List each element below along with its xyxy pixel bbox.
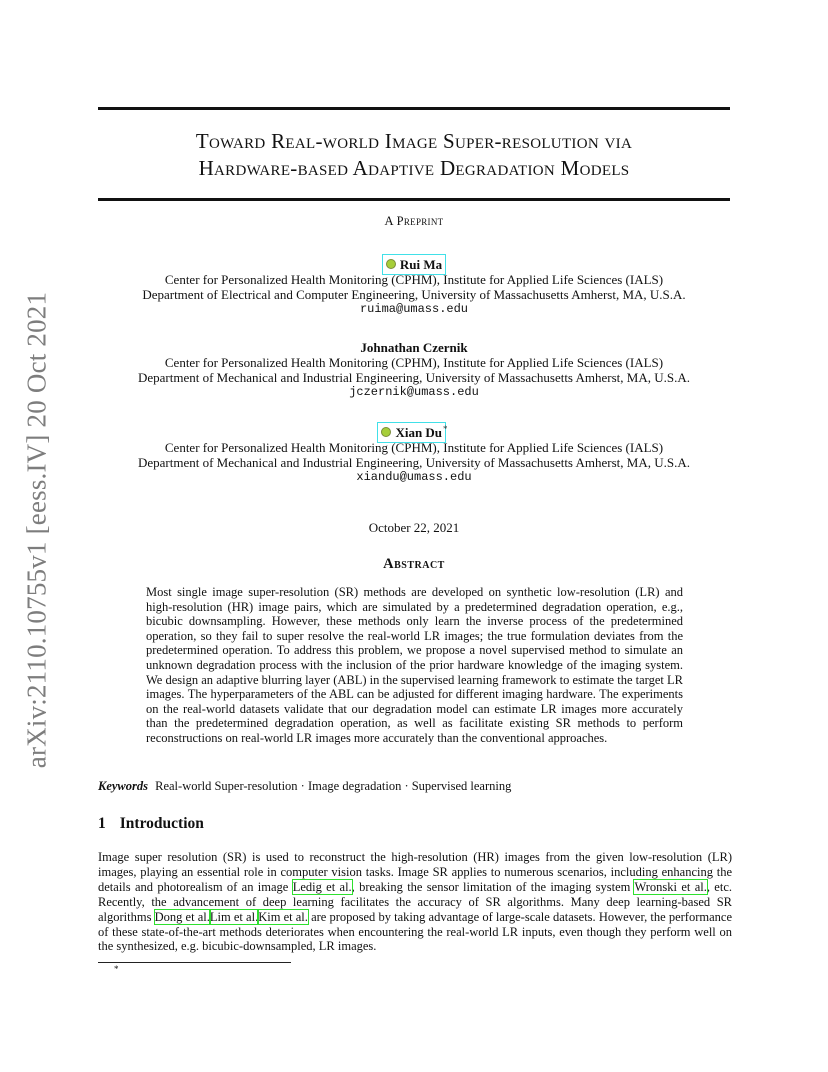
- citation-link-kim[interactable]: Kim et al.: [258, 909, 308, 924]
- author-block-2: [98, 340, 730, 400]
- abstract-heading: Abstract: [383, 556, 445, 572]
- author-block-1: [98, 257, 730, 317]
- intro-paragraph: [98, 850, 732, 954]
- citation-link-ledig[interactable]: Ledig et al.: [292, 879, 352, 894]
- footnote-rule: [98, 962, 291, 963]
- section-number: 1: [98, 815, 106, 832]
- author-link-1[interactable]: [385, 257, 443, 272]
- intro-text: Image super resolution (SR) is used to reconstruct the high-resolution (HR) images from the given low-resolution (LR) images, playing an essential role in computer vision tasks. Image SR applies to numerous scenarios, including enhancing the details and photorealism of an image: [98, 850, 732, 894]
- author-affiliation: Center for Personalized Health Monitoring (CPHM), Institute for Applied Life Sciences (IALS): [164, 440, 664, 455]
- corresponding-author-mark[interactable]: *: [443, 424, 448, 434]
- title-line-2: Hardware-based Adaptive Degradation Models: [198, 156, 630, 180]
- author-affiliation: Center for Personalized Health Monitoring (CPHM), Institute for Applied Life Sciences (IALS): [164, 355, 664, 370]
- orcid-icon[interactable]: [381, 427, 391, 437]
- footnote-mark: *: [114, 964, 119, 974]
- citation-link-dong[interactable]: Dong et al.: [154, 909, 210, 924]
- keywords-line: [98, 779, 730, 794]
- keywords-label: Keywords: [98, 779, 148, 793]
- author-department: Department of Mechanical and Industrial Engineering, University of Massachusetts Amherst, MA, U.S.A.: [137, 455, 691, 470]
- author-department: Department of Electrical and Computer Engineering, University of Massachusetts Amherst, MA, U.S.A.: [142, 287, 686, 302]
- author-email[interactable]: jczernik@umass.edu: [349, 385, 479, 399]
- arxiv-id: arXiv:2110.10755v1 [eess.IV] 20 Oct 2021: [21, 291, 52, 769]
- title-line-1: Toward Real-world Image Super-resolution via: [195, 129, 633, 153]
- author-email[interactable]: ruima@umass.edu: [359, 302, 469, 316]
- title-rule-top: [98, 107, 730, 110]
- author-department: Department of Mechanical and Industrial Engineering, University of Massachusetts Amherst, MA, U.S.A.: [137, 370, 691, 385]
- abstract-text: Most single image super-resolution (SR) methods are developed on synthetic low-resolution (LR) and high-resolution (HR) image pairs, which are simulated by a predetermined degradation operation, e.g., bicubic downsampling. However, these methods only learn the inverse process of the predetermined operation, so they fail to super resolve the real-world LR images; the true formulation deviates from the predetermined operation. To address this problem, we propose a novel supervised method to simulate an unknown degradation process with the inclusion of the prior hardware knowledge of the imaging system. We design an adaptive blurring layer (ABL) in the supervised learning framework to estimate the target LR images. The hyperparameters of the ABL can be adjusted for different imaging hardware. The experiments on the real-world datasets validate that our degradation model can estimate LR images more accurately than the predetermined degradation operation, as well as facilitate existing SR methods to perform reconstructions on real-world LR images more accurately than the conventional approaches.: [146, 585, 683, 745]
- paper-title: [98, 128, 730, 182]
- paper-date: October 22, 2021: [368, 520, 460, 535]
- author-email[interactable]: xiandu@umass.edu: [356, 470, 472, 484]
- keywords-list: Real-world Super-resolution · Image degradation · Supervised learning: [155, 779, 512, 793]
- author-name: Rui Ma: [399, 257, 443, 272]
- intro-text: are proposed by taking advantage of large-scale datasets. However, the performance of these state-of-the-art methods deteriorates when encountering the real-world LR inputs, even though they perform well on the synthesized, e.g. bicubic-downsampled, LR images.: [98, 909, 732, 954]
- preprint-label: A Preprint: [384, 214, 444, 228]
- intro-text: , breaking the sensor limitation of the imaging system: [351, 879, 635, 894]
- section-title: Introduction: [119, 815, 204, 832]
- orcid-icon[interactable]: [386, 259, 396, 269]
- author-name: Xian Du: [395, 425, 443, 440]
- author-block-3: [98, 422, 730, 485]
- title-rule-bottom: [98, 198, 730, 201]
- arxiv-watermark: [14, 290, 60, 770]
- citation-link-wronski[interactable]: Wronski et al.: [634, 879, 707, 894]
- author-affiliation: Center for Personalized Health Monitoring (CPHM), Institute for Applied Life Sciences (IALS): [164, 272, 664, 287]
- section-heading-introduction: [98, 815, 204, 833]
- citation-link-lim[interactable]: Lim et al.: [209, 909, 259, 924]
- intro-text: , etc. Recently, the advancement of deep learning facilitates the accuracy of SR algorithms. Many deep learning-based SR algorithms: [98, 879, 732, 924]
- author-link-3[interactable]: [380, 425, 443, 440]
- author-name: Johnathan Czernik: [360, 340, 468, 355]
